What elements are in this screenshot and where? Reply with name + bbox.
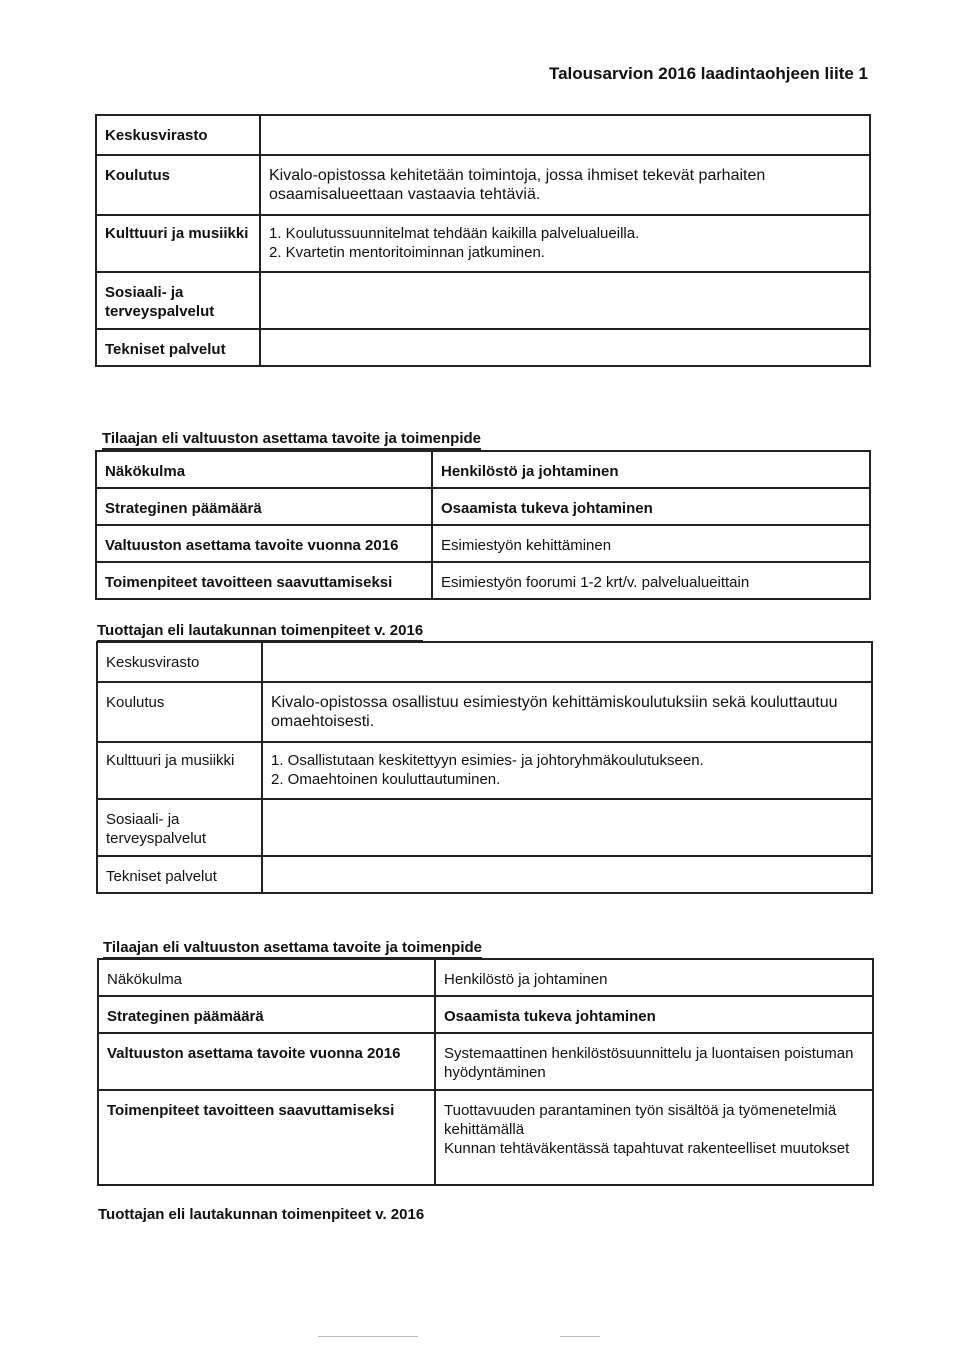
value-strateginen: Osaamista tukeva johtaminen [435, 996, 873, 1033]
content-line: Kunnan tehtäväkentässä tapahtuvat rakenteelliset muutokset [444, 1140, 850, 1157]
content-line: Tuottavuuden parantaminen työn sisältöä ja työmenetelmiä kehittämällä [444, 1102, 837, 1138]
section-caption-3 [103, 939, 482, 956]
table-row [96, 562, 870, 599]
value-toimenpiteet: Esimiestyön foorumi 1-2 krt/v. palvelualueittain [432, 562, 870, 599]
row-content-keskusvirasto [260, 115, 870, 155]
row-label-keskusvirasto: Keskusvirasto [97, 642, 262, 682]
section-caption-4: Tuottajan eli lautakunnan toimenpiteet v. 2016 [98, 1206, 425, 1223]
row-label-koulutus: Koulutus [97, 682, 262, 742]
section-caption-1 [102, 430, 481, 447]
scan-artifact-line [560, 1336, 600, 1337]
table-row [98, 996, 873, 1033]
producer-actions-table-2 [96, 641, 873, 894]
label-nakokulma: Näkökulma [98, 959, 435, 996]
table-row [97, 642, 872, 682]
row-label-koulutus: Koulutus [96, 155, 260, 215]
row-content-kulttuuri [260, 215, 870, 272]
value-nakokulma: Henkilöstö ja johtaminen [435, 959, 873, 996]
table-row [98, 1090, 873, 1185]
content-line: 1. Osallistutaan keskitettyyn esimies- ja johtoryhmäkoulutukseen. [271, 752, 704, 769]
section-caption-2 [97, 622, 423, 639]
content-line: 1. Koulutussuunnitelmat tehdään kaikilla palvelualueilla. [269, 225, 640, 242]
table-row [97, 799, 872, 856]
row-content-koulutus: Kivalo-opistossa kehitetään toimintoja, jossa ihmiset tekevät parhaiten osaamisalueettaan vastaavia tehtäviä. [260, 155, 870, 215]
row-label-tekniset: Tekniset palvelut [97, 856, 262, 893]
row-label-keskusvirasto: Keskusvirasto [96, 115, 260, 155]
table-row [96, 488, 870, 525]
row-content-tekniset [260, 329, 870, 366]
content-line: 2. Omaehtoinen kouluttautuminen. [271, 771, 501, 788]
table-row [96, 215, 870, 272]
table-row [98, 1033, 873, 1090]
value-strateginen: Osaamista tukeva johtaminen [432, 488, 870, 525]
table-row [96, 155, 870, 215]
table-row [96, 525, 870, 562]
content-line: 2. Kvartetin mentoritoiminnan jatkuminen. [269, 244, 545, 261]
label-strateginen: Strateginen päämäärä [96, 488, 432, 525]
row-content-sosiaali [260, 272, 870, 329]
row-content-koulutus: Kivalo-opistossa osallistuu esimiestyön kehittämiskoulutuksiin sekä kouluttautuu omaehtoisesti. [262, 682, 872, 742]
page-title: Talousarvion 2016 laadintaohjeen liite 1 [548, 64, 868, 83]
table-row [96, 115, 870, 155]
table-row [97, 742, 872, 799]
table-row [98, 959, 873, 996]
row-label-kulttuuri: Kulttuuri ja musiikki [97, 742, 262, 799]
row-label-kulttuuri: Kulttuuri ja musiikki [96, 215, 260, 272]
table-row [97, 682, 872, 742]
label-strateginen: Strateginen päämäärä [98, 996, 435, 1033]
label-toimenpiteet: Toimenpiteet tavoitteen saavuttamiseksi [96, 562, 432, 599]
scan-artifact-line [318, 1336, 418, 1337]
value-toimenpiteet [435, 1090, 873, 1185]
row-content-keskusvirasto [262, 642, 872, 682]
caption-text: Tilaajan eli valtuuston asettama tavoite ja toimenpide [102, 430, 481, 450]
table-row [97, 856, 872, 893]
row-label-sosiaali: Sosiaali- ja terveyspalvelut [96, 272, 260, 329]
producer-actions-table-1 [95, 114, 871, 367]
label-tavoite: Valtuuston asettama tavoite vuonna 2016 [98, 1033, 435, 1090]
table-row [96, 329, 870, 366]
row-label-tekniset: Tekniset palvelut [96, 329, 260, 366]
caption-text: Tilaajan eli valtuuston asettama tavoite ja toimenpide [103, 939, 482, 959]
label-nakokulma: Näkökulma [96, 451, 432, 488]
row-content-sosiaali [262, 799, 872, 856]
council-goal-table-1 [95, 450, 871, 600]
row-content-tekniset [262, 856, 872, 893]
table-row [96, 451, 870, 488]
value-tavoite: Systemaattinen henkilöstösuunnittelu ja luontaisen poistuman hyödyntäminen [435, 1033, 873, 1090]
row-content-kulttuuri [262, 742, 872, 799]
council-goal-table-2 [97, 958, 874, 1186]
row-label-sosiaali: Sosiaali- ja terveyspalvelut [97, 799, 262, 856]
label-toimenpiteet: Toimenpiteet tavoitteen saavuttamiseksi [98, 1090, 435, 1185]
label-tavoite: Valtuuston asettama tavoite vuonna 2016 [96, 525, 432, 562]
caption-text: Tuottajan eli lautakunnan toimenpiteet v. 2016 [97, 622, 423, 642]
value-tavoite: Esimiestyön kehittäminen [432, 525, 870, 562]
table-row [96, 272, 870, 329]
value-nakokulma: Henkilöstö ja johtaminen [432, 451, 870, 488]
